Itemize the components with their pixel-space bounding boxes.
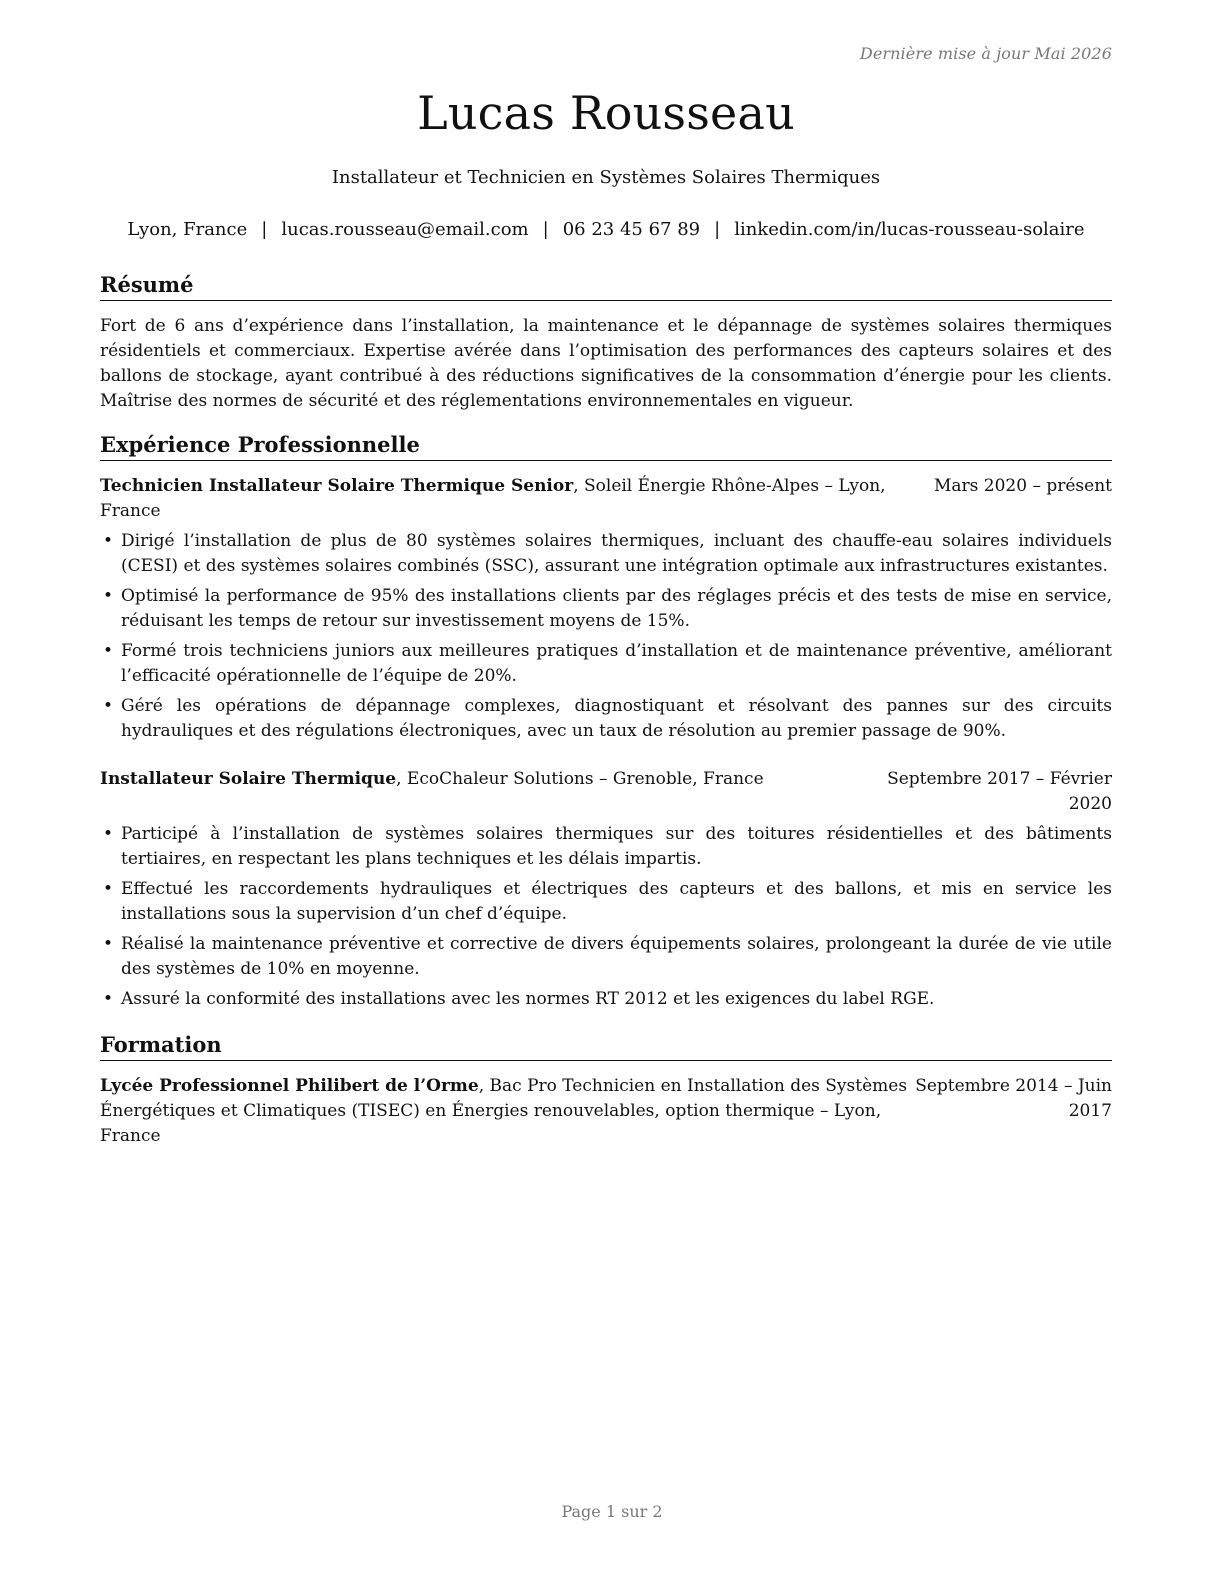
bullet-icon: • bbox=[103, 586, 114, 606]
bullet-icon: • bbox=[103, 824, 114, 844]
section-title-education: Formation bbox=[100, 1031, 1112, 1061]
job-company-cont: France bbox=[100, 501, 161, 521]
job-role: Technicien Installateur Solaire Thermique Senior bbox=[100, 476, 574, 496]
contact-separator: | bbox=[542, 219, 549, 240]
list-item: • Assuré la conformité des installations avec les normes RT 2012 et les exigences du label RGE. bbox=[100, 987, 1112, 1012]
job-company: , EcoChaleur Solutions – Grenoble, France bbox=[396, 769, 764, 789]
summary-text: Fort de 6 ans d’expérience dans l’installation, la maintenance et le dépannage de systèmes solaires thermiques résidentiels et commerciaux. Expertise avérée dans l’optimisation des performances des capteurs solaires et des ballons de stockage, ayant contribué à des réductions significatives de la consommation d’énergie pour les clients. Maîtrise des normes de sécurité et des réglementations environnementales en vigueur. bbox=[100, 316, 1112, 411]
education-location-cont: France bbox=[100, 1126, 161, 1146]
bullet-icon: • bbox=[103, 879, 114, 899]
education-school-degree bbox=[100, 1074, 980, 1149]
education-school: Lycée Professionnel Philibert de l’Orme bbox=[100, 1076, 479, 1096]
contact-separator: | bbox=[261, 219, 268, 240]
last-updated: Dernière mise à jour Mai 2026 bbox=[859, 44, 1112, 63]
section-title-summary: Résumé bbox=[100, 271, 1112, 301]
job-company: , Soleil Énergie Rhône-Alpes – Lyon, bbox=[573, 476, 886, 496]
resume-page bbox=[100, 0, 1112, 1584]
education-degree-cont: Énergétiques et Climatiques (TISEC) en Énergies renouvelables, option thermique – Lyon, bbox=[100, 1101, 882, 1121]
job-title: Installateur et Technicien en Systèmes Solaires Thermiques bbox=[331, 167, 881, 188]
list-item: • Participé à l’installation de systèmes solaires thermiques sur des toitures résidentielles et des bâtiments tertiaires, en respectant les plans techniques et les délais impartis. bbox=[103, 824, 1112, 869]
contact-location: Lyon, France bbox=[127, 219, 248, 240]
contact-phone[interactable]: 06 23 45 67 89 bbox=[562, 219, 701, 240]
candidate-name: Lucas Rousseau bbox=[417, 86, 795, 140]
bullet-icon: • bbox=[103, 934, 114, 954]
list-item: • Optimisé la performance de 95% des installations clients par des réglages précis et des tests de mise en service, réduisant les temps de retour sur investissement moyens de 15%. bbox=[103, 586, 1112, 631]
bullet-icon: • bbox=[103, 989, 114, 1009]
job-header bbox=[100, 474, 1112, 524]
job-header bbox=[100, 767, 1112, 817]
job-role: Installateur Solaire Thermique bbox=[100, 769, 397, 789]
contact-linkedin[interactable]: linkedin.com/in/lucas-rousseau-solaire bbox=[734, 219, 1085, 240]
list-item: • Formé trois techniciens juniors aux meilleures pratiques d’installation et de maintenance préventive, améliorant l’efficacité opérationnelle de l’équipe de 20%. bbox=[103, 641, 1112, 686]
contact-separator: | bbox=[714, 219, 721, 240]
page-number: Page 1 sur 2 bbox=[561, 1502, 663, 1521]
education-degree: , Bac Pro Technicien en Installation des Systèmes bbox=[478, 1076, 908, 1096]
job-dates: Septembre 2017 – Février 2020 bbox=[887, 769, 1112, 814]
job-dates: Mars 2020 – présent bbox=[933, 476, 1112, 496]
contact-email[interactable]: lucas.rousseau@email.com bbox=[281, 219, 529, 240]
job-bullets bbox=[100, 529, 1112, 749]
education-dates: Septembre 2014 – Juin 2017 bbox=[915, 1076, 1112, 1121]
list-item: • Géré les opérations de dépannage complexes, diagnostiquant et résolvant des pannes sur des circuits hydrauliques et des régulations électroniques, avec un taux de résolution au premier passage de 90%. bbox=[103, 696, 1112, 741]
section-title-experience: Expérience Professionnelle bbox=[100, 431, 1112, 461]
job-role-company bbox=[100, 474, 900, 524]
bullet-icon: • bbox=[103, 696, 114, 716]
bullet-icon: • bbox=[103, 641, 114, 661]
contact-line bbox=[100, 219, 1112, 240]
list-item: • Réalisé la maintenance préventive et corrective de divers équipements solaires, prolongeant la durée de vie utile des systèmes de 10% en moyenne. bbox=[103, 934, 1112, 979]
job-bullets bbox=[100, 822, 1112, 1017]
list-item: • Effectué les raccordements hydrauliques et électriques des capteurs et des ballons, et mis en service les installations sous la supervision d’un chef d’équipe. bbox=[103, 879, 1112, 924]
list-item: • Dirigé l’installation de plus de 80 systèmes solaires thermiques, incluant des chauffe-eau solaires individuels (CESI) et des systèmes solaires combinés (SSC), assurant une intégration optimale aux infrastructures existantes. bbox=[103, 531, 1112, 576]
education-entry bbox=[100, 1074, 1112, 1149]
job-role-company bbox=[100, 767, 860, 792]
bullet-icon: • bbox=[103, 531, 114, 551]
